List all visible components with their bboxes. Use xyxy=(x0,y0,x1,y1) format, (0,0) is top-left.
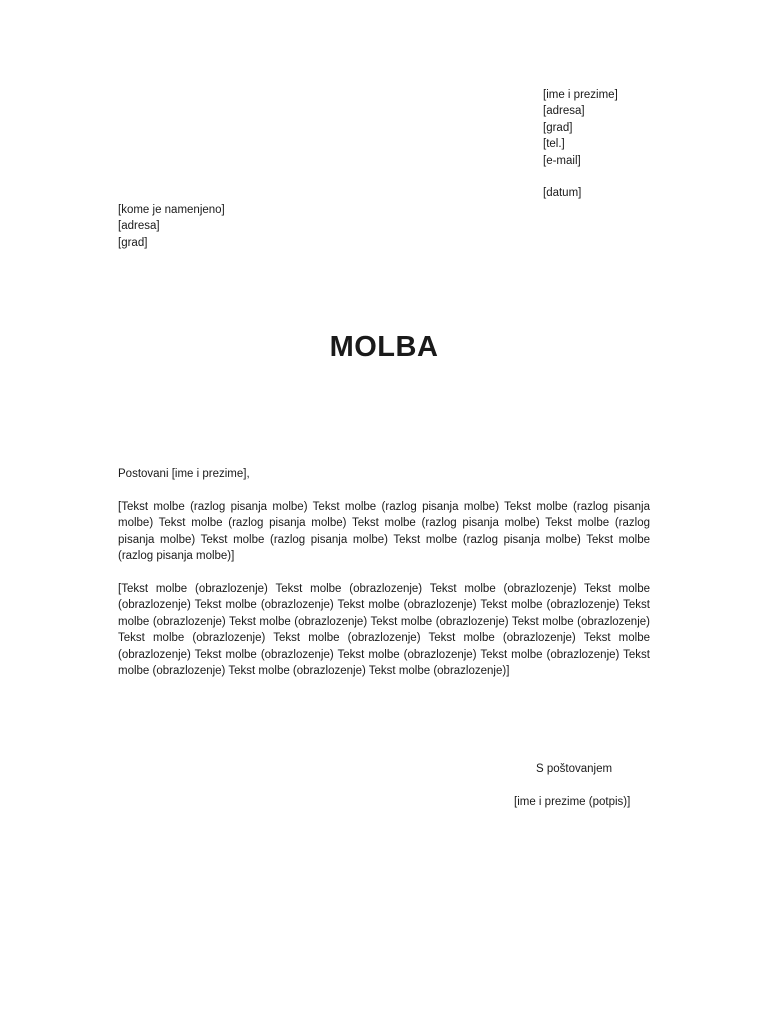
sender-date: [datum] xyxy=(543,187,582,200)
sender-spacer xyxy=(543,169,618,185)
sender-name: [ime i prezime] xyxy=(543,89,618,101)
recipient-to: [kome je namenjeno] xyxy=(118,204,225,216)
sender-address: [adresa] xyxy=(543,105,585,118)
recipient-city: [grad] xyxy=(118,236,148,249)
document-title: MOLBA xyxy=(329,331,439,363)
sender-city: [grad] xyxy=(543,121,573,134)
recipient-address: [adresa] xyxy=(118,220,160,233)
signature: [ime i prezime (potpis)] xyxy=(514,796,631,808)
closing: S poštovanjem xyxy=(536,763,613,775)
paragraph-reason: [Tekst molbe (razlog pisanja molbe) Tekst molbe (razlog pisanja molbe) Tekst molbe (razlog pisanja molbe) Tekst molbe (razlog pisanja molbe) Tekst molbe (razlog pisanja molbe) Tekst molbe (razlog pisanja molbe) Tekst molbe (razlog pisanja molbe) Tekst molbe (razlog pisanja molbe) Tekst molbe (razlog pisanja molbe)] xyxy=(118,501,650,563)
paragraph-justification: [Tekst molbe (obrazlozenje) Tekst molbe (obrazlozenje) Tekst molbe (obrazlozenje) Tekst molbe (obrazlozenje) Tekst molbe (obrazlozenje) Tekst molbe (obrazlozenje) Tekst molbe (obrazlozenje) Tekst molbe (obrazlozenje) Tekst molbe (obrazlozenje) Tekst molbe (obrazlozenje) Tekst molbe (obrazlozenje) Tekst molbe (obrazlozenje) Tekst molbe (obrazlozenje) Tekst molbe (obrazlozenje) Tekst molbe (obrazlozenje) Tekst molbe (obrazlozenje) Tekst molbe (obrazlozenje) Tekst molbe (obrazlozenje) Tekst molbe (obrazlozenje) Tekst molbe (obrazlozenje) Tekst molbe (obrazlozenje)] xyxy=(118,583,650,678)
recipient-block xyxy=(118,202,225,251)
sender-phone: [tel.] xyxy=(543,138,565,151)
sender-email: [e-mail] xyxy=(543,154,581,167)
sender-block xyxy=(543,87,618,202)
greeting: Postovani [ime i prezime], xyxy=(118,468,250,480)
